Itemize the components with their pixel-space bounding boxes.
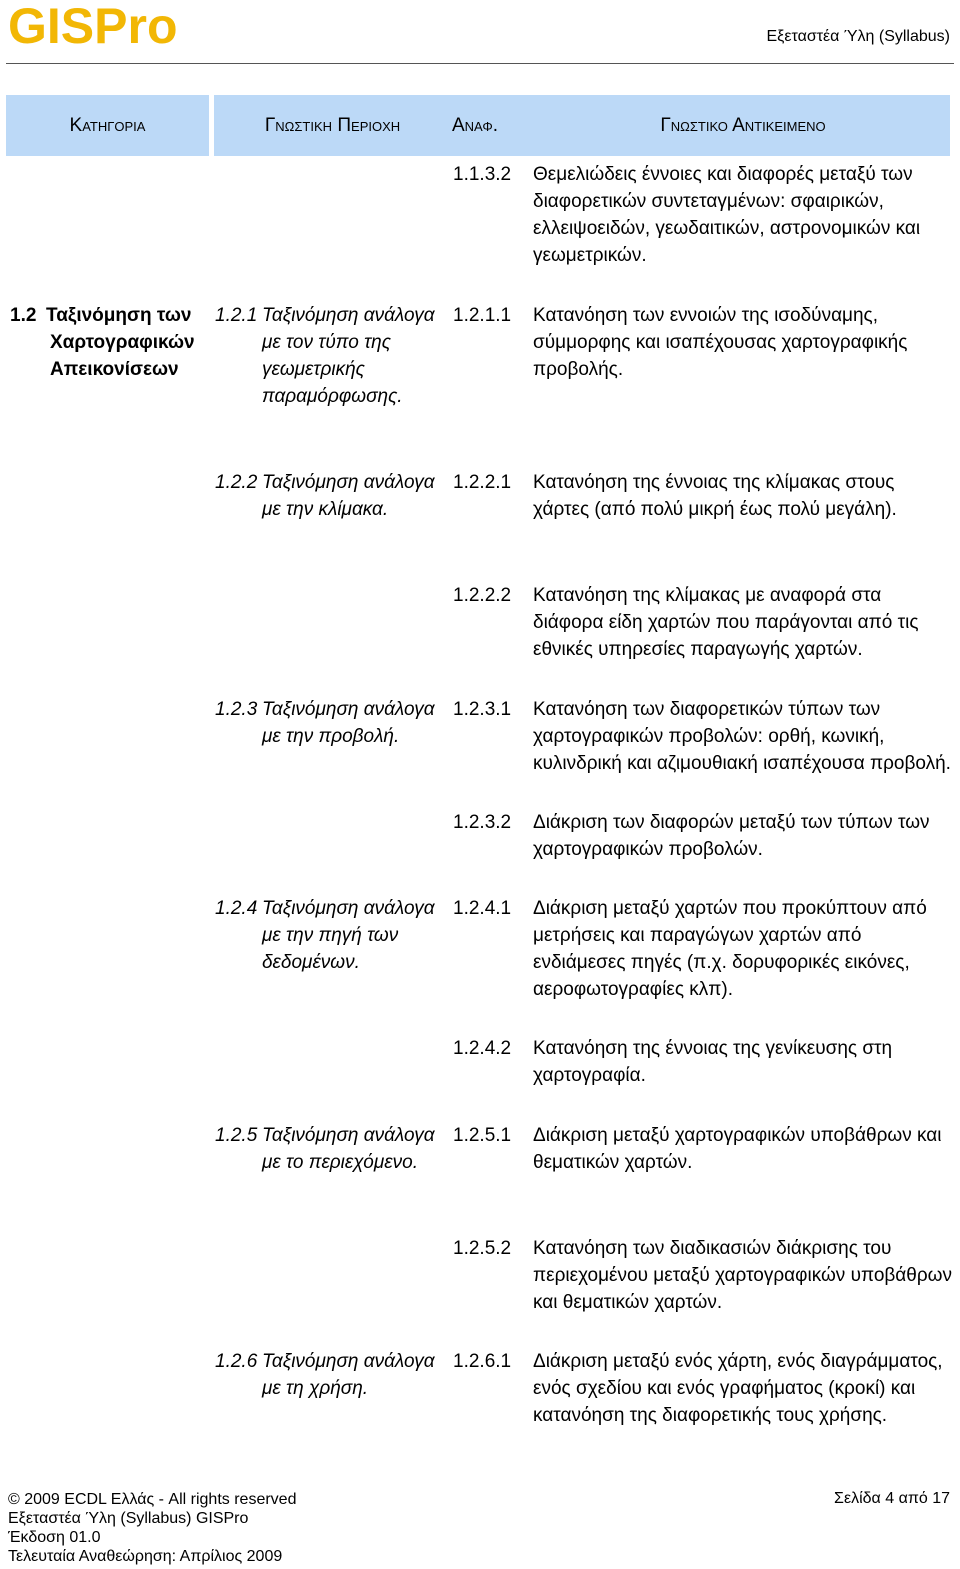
ref-1-2-3-2: 1.2.3.2 <box>453 812 512 833</box>
item-1-2-2-2: Κατανόηση της κλίμακας με αναφορά στα διάφορα είδη χαρτών που παράγονται από τις εθνικές υπηρεσίες παραγωγής χαρτών. <box>533 585 919 660</box>
footer-version: Έκδοση 01.0 <box>8 1529 101 1546</box>
area-text-1-2-4: Ταξινόμηση ανάλογα με την πηγή των δεδομένων. <box>262 898 435 973</box>
area-number-1-2-5: 1.2.5 <box>215 1125 258 1146</box>
category-number: 1.2 <box>10 305 37 326</box>
item-1-2-3-1: Κατανόηση των διαφορετικών τύπων των χαρτογραφικών προβολών: ορθή, κωνική, κυλινδρική και αζιμουθιακή ισαπέχουσα προβολή. <box>533 699 951 774</box>
ref-1-2-1-1: 1.2.1.1 <box>453 305 512 326</box>
area-text-1-2-1: Ταξινόμηση ανάλογα με τον τύπο της γεωμετρικής παραμόρφωσης. <box>262 305 435 407</box>
item-1-2-4-2: Κατανόηση της έννοιας της γενίκευσης στη χαρτογραφία. <box>533 1038 893 1086</box>
area-text-1-2-5: Ταξινόμηση ανάλογα με το περιεχόμενο. <box>262 1125 435 1173</box>
item-1-2-3-2: Διάκριση των διαφορών μεταξύ των τύπων των χαρτογραφικών προβολών. <box>533 812 930 860</box>
item-1-2-4-1: Διάκριση μεταξύ χαρτών που προκύπτουν από μετρήσεις και παραγώγων χαρτών από ενδιάμεσες πηγές (π.χ. δορυφορικές εικόνες, αεροφωτογραφίες κλπ). <box>533 898 927 1000</box>
header-divider <box>6 63 954 64</box>
area-number-1-2-3: 1.2.3 <box>215 699 258 720</box>
item-1-2-6-1: Διάκριση μεταξύ ενός χάρτη, ενός διαγράμματος, ενός σχεδίου και ενός γραφήματος (κροκί) και κατανόηση της διαφορετικής τους χρήσης. <box>533 1351 943 1426</box>
item-1-2-2-1: Κατανόηση της έννοιας της κλίμακας στους χάρτες (από πολύ μικρή έως πολύ μεγάλη). <box>533 472 897 520</box>
ref-1-2-5-2: 1.2.5.2 <box>453 1238 512 1259</box>
header-item: Γνωστικο Αντικειμενο <box>660 115 826 136</box>
area-number-1-2-6: 1.2.6 <box>215 1351 258 1372</box>
header-area: Γνωστικη Περιοχη <box>264 115 401 136</box>
area-text-1-2-6: Ταξινόμηση ανάλογα με τη χρήση. <box>262 1351 435 1399</box>
footer-revision: Τελευταία Αναθεώρηση: Απρίλιος 2009 <box>8 1548 283 1565</box>
footer-doc-name: Εξεταστέα Ύλη (Syllabus) GISPro <box>8 1510 249 1527</box>
table-header <box>6 95 950 156</box>
area-text-1-2-3: Ταξινόμηση ανάλογα με την προβολή. <box>262 699 435 747</box>
ref-1-2-2-2: 1.2.2.2 <box>453 585 512 606</box>
item-1-1-3-2: Θεμελιώδεις έννοιες και διαφορές μεταξύ των διαφορετικών συντεταγμένων: σφαιρικών, ελλειψοειδών, γεωδαιτικών, αστρονομικών και γεωμετρικών. <box>533 164 921 266</box>
ref-1-2-4-2: 1.2.4.2 <box>453 1038 512 1059</box>
document-title: Εξεταστέα Ύλη (Syllabus) <box>766 28 950 45</box>
ref-1-1-3-2: 1.1.3.2 <box>453 164 512 185</box>
gispro-logo: GISPro <box>8 0 178 54</box>
ref-1-2-5-1: 1.2.5.1 <box>453 1125 512 1146</box>
item-1-2-1-1: Κατανόηση των εννοιών της ισοδύναμης, σύμμορφης και ισαπέχουσας χαρτογραφικής προβολής. <box>533 305 908 380</box>
ref-1-2-4-1: 1.2.4.1 <box>453 898 512 919</box>
item-1-2-5-2: Κατανόηση των διαδικασιών διάκρισης του περιεχομένου μεταξύ χαρτογραφικών υποβάθρων και θεματικών χαρτών. <box>533 1238 953 1313</box>
ref-1-2-2-1: 1.2.2.1 <box>453 472 512 493</box>
area-number-1-2-1: 1.2.1 <box>215 305 258 326</box>
category-text: Ταξινόμηση των Χαρτογραφικών Απεικονίσεων <box>46 305 195 380</box>
ref-1-2-3-1: 1.2.3.1 <box>453 699 512 720</box>
page-number: Σελίδα 4 από 17 <box>834 1490 950 1507</box>
header-category: Κατηγορια <box>69 115 146 136</box>
header-separator <box>209 95 214 156</box>
item-1-2-5-1: Διάκριση μεταξύ χαρτογραφικών υποβάθρων και θεματικών χαρτών. <box>533 1125 942 1173</box>
area-number-1-2-4: 1.2.4 <box>215 898 258 919</box>
header-ref: Αναφ. <box>452 115 499 136</box>
footer-copyright: © 2009 ECDL Ελλάς - All rights reserved <box>8 1491 297 1508</box>
ref-1-2-6-1: 1.2.6.1 <box>453 1351 512 1372</box>
area-text-1-2-2: Ταξινόμηση ανάλογα με την κλίμακα. <box>262 472 435 520</box>
area-number-1-2-2: 1.2.2 <box>215 472 258 493</box>
